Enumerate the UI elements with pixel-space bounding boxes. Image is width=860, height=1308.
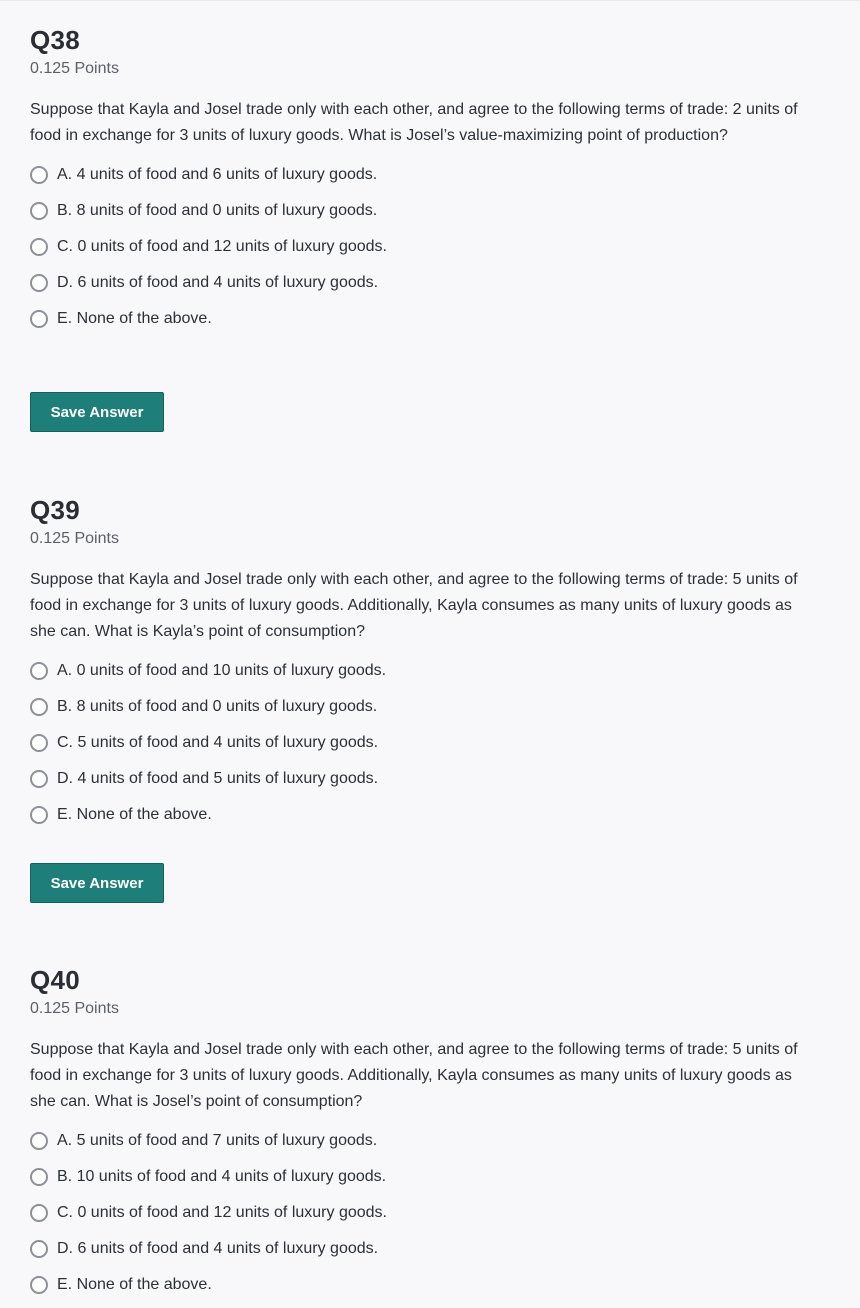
option-label: C. 0 units of food and 12 units of luxury goods. bbox=[57, 1204, 387, 1221]
answer-option-c[interactable] bbox=[30, 229, 830, 265]
option-label: A. 0 units of food and 10 units of luxury goods. bbox=[57, 662, 387, 679]
radio-button[interactable] bbox=[30, 166, 48, 184]
question-title: Q40 bbox=[30, 965, 81, 995]
radio-button[interactable] bbox=[30, 1240, 48, 1258]
question-title: Q38 bbox=[30, 25, 81, 55]
radio-button[interactable] bbox=[30, 698, 48, 716]
question-text: Suppose that Kayla and Josel trade only with each other, and agree to the following terms of trade: 5 units of food in exchange for 3 units of luxury goods. Additionally, Kayla consumes as many units of luxury goods as she can. What is Josel’s point of consumption? bbox=[30, 1041, 798, 1110]
radio-button[interactable] bbox=[30, 202, 48, 220]
radio-button[interactable] bbox=[30, 770, 48, 788]
answer-option-d[interactable] bbox=[30, 265, 830, 301]
question-points: 0.125 Points bbox=[30, 1000, 119, 1017]
answer-option-e[interactable] bbox=[30, 301, 830, 337]
radio-button[interactable] bbox=[30, 1132, 48, 1150]
answer-options bbox=[30, 157, 830, 337]
option-label: D. 6 units of food and 4 units of luxury goods. bbox=[57, 274, 379, 291]
question-title: Q39 bbox=[30, 495, 81, 525]
option-label: B. 10 units of food and 4 units of luxury goods. bbox=[57, 1168, 387, 1185]
save-answer-button[interactable]: Save Answer bbox=[30, 863, 164, 903]
option-label: C. 5 units of food and 4 units of luxury goods. bbox=[57, 734, 379, 751]
question-q38 bbox=[30, 25, 830, 421]
radio-button[interactable] bbox=[30, 238, 48, 256]
answer-option-e[interactable] bbox=[30, 1267, 830, 1303]
answer-option-d[interactable] bbox=[30, 1231, 830, 1267]
radio-button[interactable] bbox=[30, 1168, 48, 1186]
option-label: C. 0 units of food and 12 units of luxury goods. bbox=[57, 238, 387, 255]
radio-button[interactable] bbox=[30, 310, 48, 328]
option-label: E. None of the above. bbox=[57, 806, 212, 823]
option-label: A. 5 units of food and 7 units of luxury goods. bbox=[57, 1132, 378, 1149]
question-text: Suppose that Kayla and Josel trade only with each other, and agree to the following terms of trade: 2 units of food in exchange for 3 units of luxury goods. What is Josel’s value-maximizing point of production? bbox=[30, 101, 798, 144]
option-label: D. 4 units of food and 5 units of luxury goods. bbox=[57, 770, 379, 787]
radio-button[interactable] bbox=[30, 1276, 48, 1294]
option-label: E. None of the above. bbox=[57, 1276, 212, 1293]
answer-option-c[interactable] bbox=[30, 725, 830, 761]
answer-options bbox=[30, 1123, 830, 1303]
top-divider bbox=[0, 0, 860, 1]
question-q39 bbox=[30, 495, 830, 892]
radio-button[interactable] bbox=[30, 1204, 48, 1222]
answer-option-b[interactable] bbox=[30, 193, 830, 229]
question-q40 bbox=[30, 965, 830, 1303]
question-points: 0.125 Points bbox=[30, 60, 119, 77]
radio-button[interactable] bbox=[30, 274, 48, 292]
option-label: D. 6 units of food and 4 units of luxury goods. bbox=[57, 1240, 379, 1257]
answer-option-b[interactable] bbox=[30, 1159, 830, 1195]
radio-button[interactable] bbox=[30, 662, 48, 680]
option-label: E. None of the above. bbox=[57, 310, 212, 327]
answer-option-a[interactable] bbox=[30, 1123, 830, 1159]
answer-options bbox=[30, 653, 830, 833]
answer-option-c[interactable] bbox=[30, 1195, 830, 1231]
answer-option-a[interactable] bbox=[30, 157, 830, 193]
answer-option-a[interactable] bbox=[30, 653, 830, 689]
question-points: 0.125 Points bbox=[30, 530, 119, 547]
radio-button[interactable] bbox=[30, 806, 48, 824]
save-answer-button[interactable]: Save Answer bbox=[30, 392, 164, 432]
option-label: B. 8 units of food and 0 units of luxury goods. bbox=[57, 202, 378, 219]
answer-option-d[interactable] bbox=[30, 761, 830, 797]
answer-option-b[interactable] bbox=[30, 689, 830, 725]
answer-option-e[interactable] bbox=[30, 797, 830, 833]
option-label: B. 8 units of food and 0 units of luxury goods. bbox=[57, 698, 378, 715]
option-label: A. 4 units of food and 6 units of luxury goods. bbox=[57, 166, 378, 183]
question-text: Suppose that Kayla and Josel trade only with each other, and agree to the following terms of trade: 5 units of food in exchange for 3 units of luxury goods. Additionally, Kayla consumes as many units of luxury goods as she can. What is Kayla’s point of consumption? bbox=[30, 571, 798, 640]
radio-button[interactable] bbox=[30, 734, 48, 752]
